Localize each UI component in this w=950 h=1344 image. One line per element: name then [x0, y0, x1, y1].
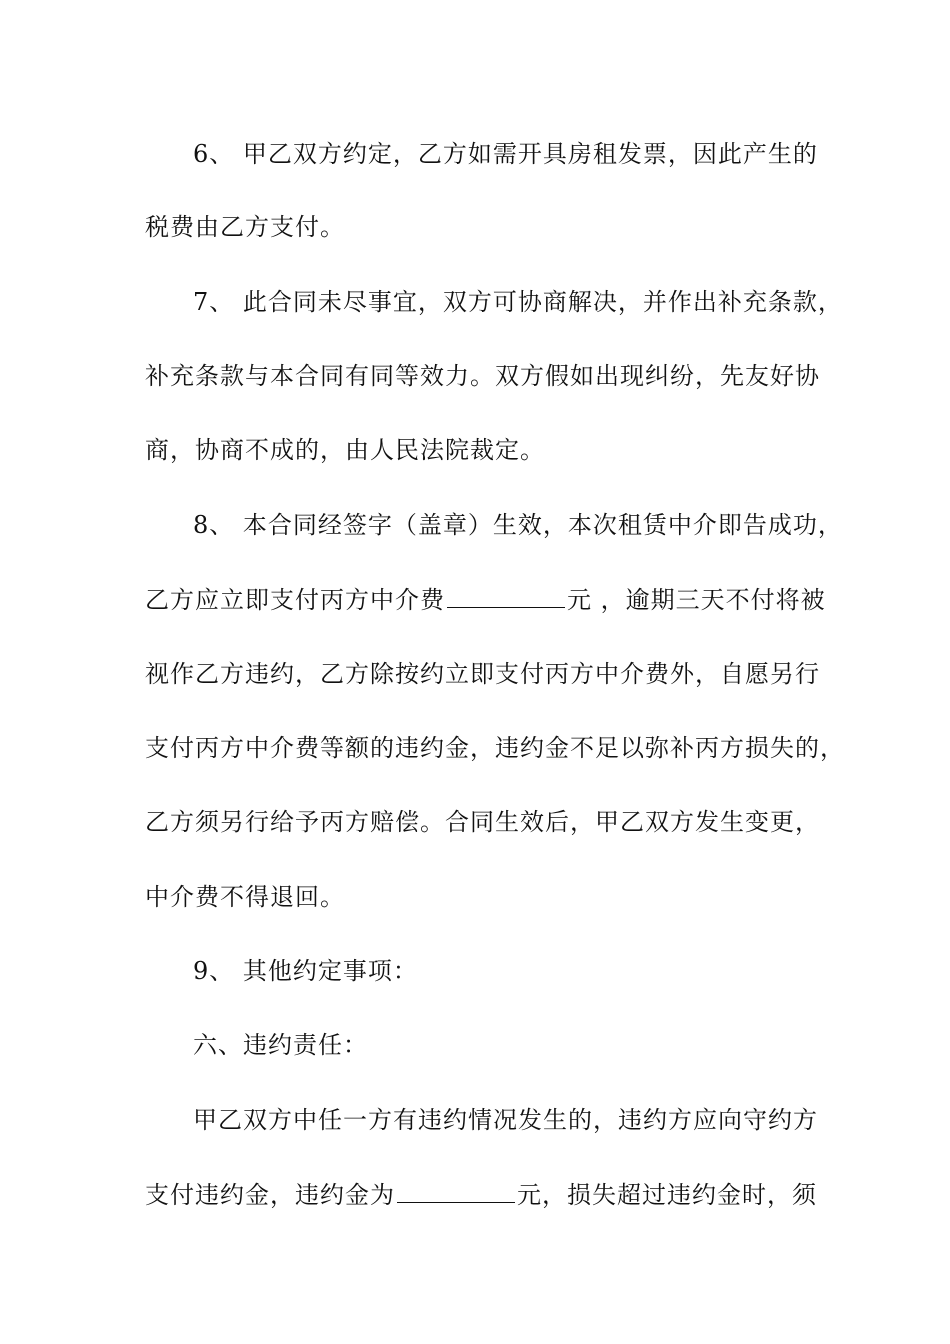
clause-8-line-3 — [145, 658, 835, 690]
text-line: 中介费不得退回。 — [145, 883, 345, 911]
text-line: 支付丙方中介费等额的违约金，违约金不足以弥补丙方损失的， — [145, 734, 845, 762]
clause-6-line-2 — [145, 211, 835, 243]
fee-blank-field[interactable] — [447, 583, 565, 608]
text-line: 商，协商不成的，由人民法院裁定。 — [145, 436, 545, 464]
section-6-heading — [193, 1029, 883, 1061]
text-line: 视作乙方违约，乙方除按约立即支付丙方中介费外，自愿另行 — [145, 660, 820, 688]
text-line: 乙方须另行给予丙方赔偿。合同生效后，甲乙双方发生变更， — [145, 808, 820, 836]
clause-8-line-2 — [145, 583, 835, 616]
text-line: 支付违约金，违约金为 — [145, 1181, 395, 1209]
clause-9-line-1 — [193, 955, 883, 987]
text-line: 乙方应立即支付丙方中介费 — [145, 586, 445, 614]
text-line: 补充条款与本合同有同等效力。双方假如出现纠纷，先友好协 — [145, 362, 820, 390]
clause-7-line-3 — [145, 434, 835, 466]
text-line: 8、 本合同经签字（盖章）生效，本次租赁中介即告成功， — [193, 511, 843, 539]
text-line: 9、 其他约定事项： — [193, 957, 418, 985]
clause-8-line-5 — [145, 806, 835, 838]
clause-7-line-2 — [145, 360, 835, 392]
text-line: 元，损失超过违约金时，须 — [517, 1181, 817, 1209]
clause-7-line-1 — [193, 286, 883, 318]
clause-8-line-6 — [145, 881, 835, 913]
section-heading: 六、违约责任： — [193, 1031, 368, 1059]
text-line: 6、 甲乙双方约定，乙方如需开具房租发票，因此产生的 — [193, 140, 818, 168]
text-line: 元 ，逾期三天不付将被 — [567, 586, 826, 614]
text-line: 7、 此合同未尽事宜，双方可协商解决，并作出补充条款， — [193, 288, 843, 316]
text-line: 税费由乙方支付。 — [145, 213, 345, 241]
clause-6-line-1 — [193, 138, 883, 170]
penalty-blank-field[interactable] — [397, 1178, 515, 1203]
text-line: 甲乙双方中任一方有违约情况发生的，违约方应向守约方 — [193, 1106, 818, 1134]
section-6-line-2 — [145, 1178, 835, 1211]
clause-8-line-1 — [193, 509, 883, 541]
section-6-line-1 — [193, 1104, 883, 1136]
clause-8-line-4 — [145, 732, 845, 764]
